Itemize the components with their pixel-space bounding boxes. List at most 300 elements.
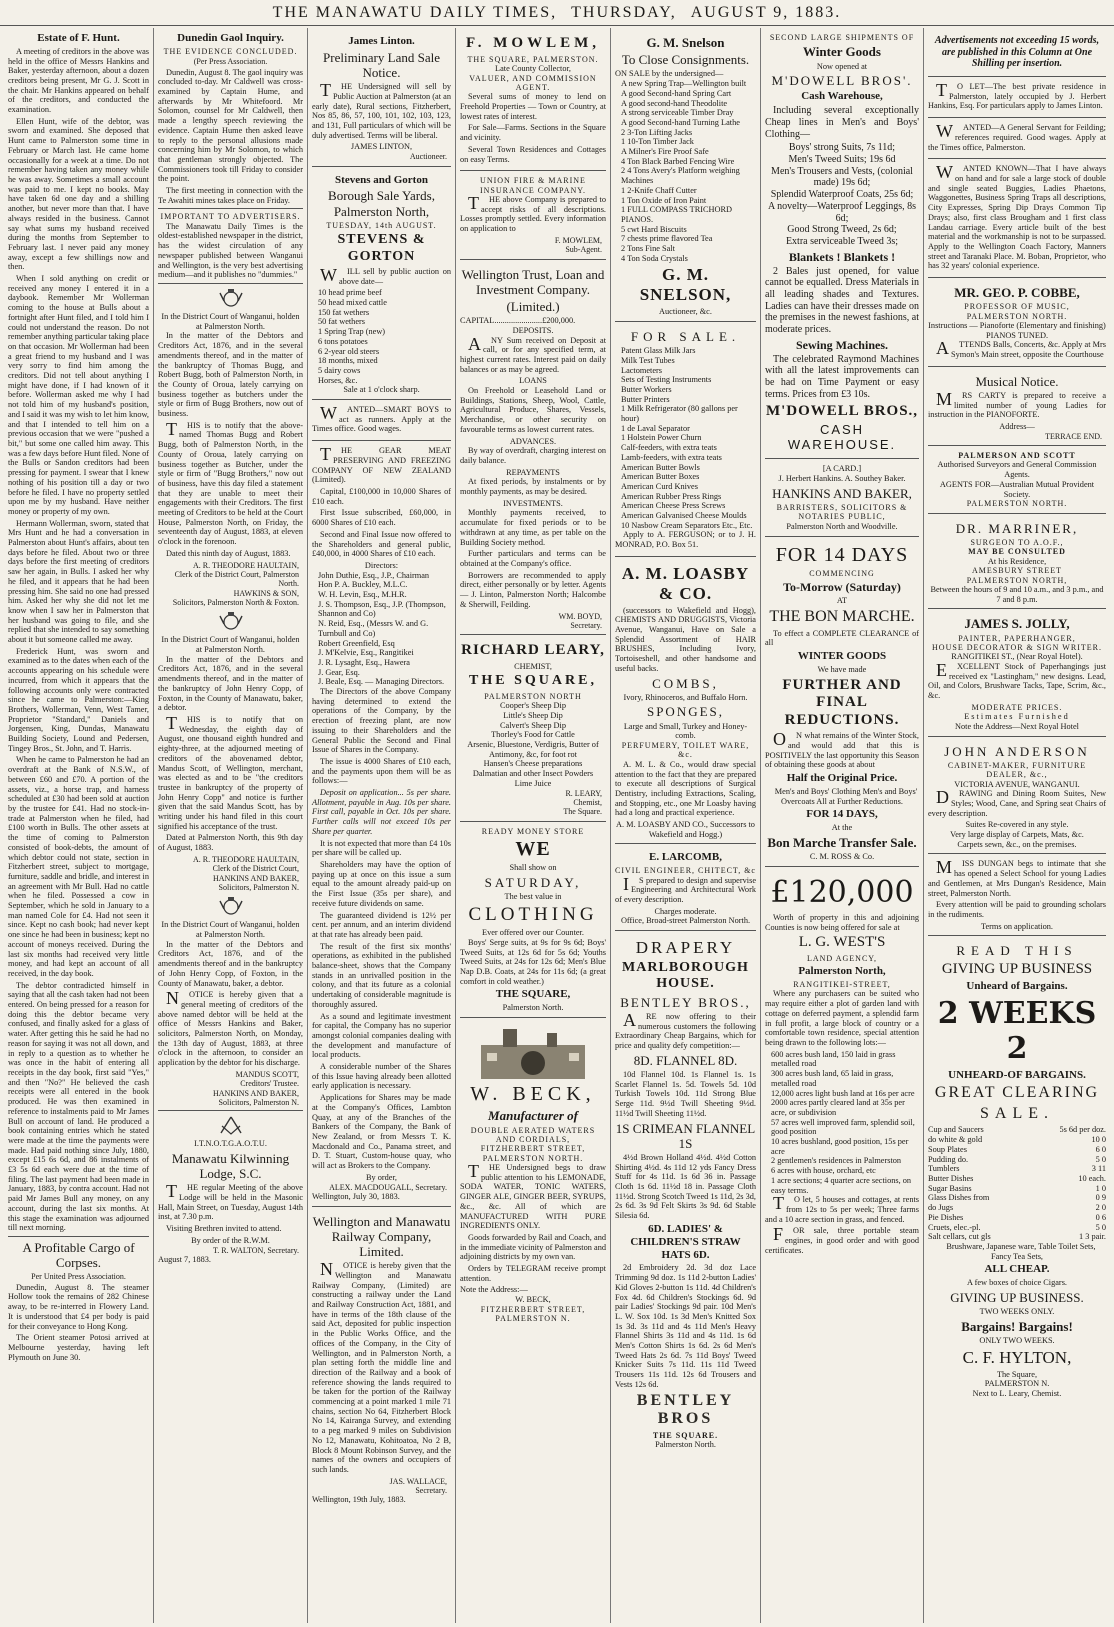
advert-text: Authorised Surveyors and General Commission Agents. bbox=[937, 460, 1097, 480]
advert-text: ARE now offering to their numerous customers the following Extraordinary Cheap Bargains, which for price and quality defy competition:— bbox=[615, 1009, 756, 1051]
list-item: Men's Tweed Suits; 19s 6d bbox=[788, 154, 896, 166]
list-item: Cooper's Sheep Dip bbox=[499, 701, 567, 711]
signature: A. R. THEODORE HAULTAIN, bbox=[192, 560, 299, 570]
advert-text: Instructions — Pianoforte (Elementary and finishing) bbox=[928, 320, 1106, 330]
advert-subtitle: VALUER, AND COMMISSION AGENT. bbox=[469, 73, 597, 92]
list-item: 150 fat wethers bbox=[318, 307, 370, 317]
advert-text: Every attention will be paid to grounding scholars in the rudiments. bbox=[928, 900, 1106, 919]
list-item: Splendid Waterproof Coats, 25s 6d; bbox=[770, 189, 914, 201]
price-item: Tumblers bbox=[928, 1164, 960, 1174]
advert-dungan bbox=[928, 856, 1106, 936]
advert-text: Several sums of money to lend on Freehold Properties — Town or Country, at lowest rates of interest. bbox=[460, 92, 606, 121]
advert-brand: C. F. HYLTON, bbox=[962, 1347, 1072, 1367]
advert-subtitle: PAINTER, PAPERHANGER, bbox=[958, 633, 1076, 643]
clothing-list bbox=[765, 142, 919, 247]
advert-subtitle: MARLBOROUGH HOUSE. bbox=[622, 960, 749, 992]
price-heading: 1S CRIMEAN FLANNEL 1S bbox=[615, 1120, 756, 1151]
list-item: A good second-hand Theodolite bbox=[621, 98, 728, 108]
advert-brand: M'DOWELL BROS., bbox=[765, 402, 919, 419]
signature: HAWKINS & SON, bbox=[233, 588, 299, 598]
list-item: 7 chests prime flavored Tea bbox=[621, 234, 713, 244]
advert-text: WANTED—SMART BOYS to act as runners. Apply at the Times office. Good wages. bbox=[312, 403, 451, 434]
list-item: American Butter Bowls bbox=[621, 462, 700, 472]
list-item: Horses, &c. bbox=[318, 375, 358, 385]
advert-title: Wellington Trust, Loan and Investment Company. bbox=[461, 266, 605, 297]
advert-text: The guaranteed dividend is 12½ per cent. per annum, and an interim dividend at that rate has already been paid. bbox=[312, 910, 451, 939]
advert-subtitle: LAND AGENCY, bbox=[806, 953, 878, 963]
list-item: Butter Printers bbox=[621, 394, 670, 404]
advert-subtitle: MAY BE CONSULTED bbox=[968, 547, 1066, 557]
directors-heading: Directors: bbox=[364, 560, 399, 570]
price-value: 5s 6d per doz. bbox=[1059, 1125, 1106, 1135]
court-heading: In the District Court of Wanganui, holden at Palmerston North. bbox=[161, 635, 300, 655]
list-item: Lime Juice bbox=[514, 778, 552, 788]
list-item: Calf-feeders, with extra teats bbox=[621, 443, 717, 453]
advert-text: The result of the first six months' operations, as exhibited in the published balance-sheet, shows that the Company stands in an unrivalled position in the colony, and that its future as a colonial undertaking of considerable magnitude is thoroughly assured. bbox=[312, 941, 451, 1009]
section-heading: REPAYMENTS bbox=[506, 467, 560, 477]
signature: ALEX. MACDOUGALL, Secretary. bbox=[329, 1182, 447, 1192]
article-title: A Profitable Cargo of Corpses. bbox=[22, 1239, 135, 1271]
advert-address: Office, Broad-street Palmerston North. bbox=[620, 916, 751, 926]
court-paragraph: In the matter of the Debtors and Creditors Act, 1876, and of the amendments thereof and in the bankruptcy of John Henry Copp, of Foxton, in the County of Manawatu, baker, a debtor. bbox=[158, 939, 303, 988]
notice-text: The Manawatu Daily Times is the oldest-established newspaper in the district, has the widest circulation of any newspaper published between Wanganui and Wellington, is the very best advertising medium—and it publishes no "dummies." bbox=[158, 221, 303, 280]
price-heading: 8D. FLANNEL 8D. bbox=[633, 1052, 738, 1068]
list-item: A novelty—Waterproof Leggings, 8s 6d; bbox=[767, 200, 917, 224]
list-item: A new Spring Trap—Wellington built bbox=[621, 79, 747, 89]
advert-address: Palmerston North and Woodville. bbox=[786, 521, 898, 531]
advert-address: TERRACE END. bbox=[1045, 431, 1102, 441]
advert-text: Shall show on bbox=[509, 863, 557, 873]
list-item: 6 tons potatoes bbox=[318, 336, 368, 346]
list-item: N. Reid, Esq., (Messrs W. and G. Turnbull and Co) bbox=[318, 619, 429, 638]
advert-text: Monthly payments received, to accumulate for fixed periods or to be withdrawn at any time, as per table on the Building Society method. bbox=[460, 508, 606, 547]
advert-title: G. M. Snelson bbox=[646, 35, 725, 50]
advert-text: MRS CARTY is prepared to receive a limited number of young Ladies for instruction in the PIANOFORTE. bbox=[928, 388, 1106, 420]
advert-text: Ever offered over our Counter. bbox=[482, 928, 584, 938]
advert-text: DOUBLE AERATED WATERS AND CORDIALS, bbox=[470, 1125, 596, 1144]
advert-brand: STEVENS & GORTON bbox=[337, 232, 426, 264]
advert-address: THE SQUARE, PALMERSTON. bbox=[467, 54, 599, 64]
list-item: 2 3-Ton Lifting Jacks bbox=[621, 127, 693, 137]
list-item: Dalmatian and other Insect Powders bbox=[472, 769, 594, 779]
signature: Sub-Agent. bbox=[565, 245, 602, 255]
advert-date: TUESDAY, 14th AUGUST. bbox=[326, 220, 437, 230]
advert-text: The issue is 4000 Shares of £10 each, and the payments upon them will be as follows:— bbox=[312, 756, 451, 786]
list-item: 2 gentlemen's residences in Palmerston bbox=[771, 1156, 902, 1166]
advert-text: FOR sale, three portable steam engines, in good order and with good certificates. bbox=[765, 1224, 919, 1255]
divider bbox=[8, 1236, 149, 1237]
advert-for-sale bbox=[615, 324, 756, 557]
price-row bbox=[928, 1164, 1106, 1174]
factory-engraving-icon bbox=[473, 1025, 593, 1081]
sale-items-list bbox=[615, 346, 756, 530]
list-item: Robert Greenfield, Esq bbox=[318, 638, 395, 648]
price-item: do Jugs bbox=[928, 1203, 954, 1213]
column-4 bbox=[456, 28, 611, 1623]
signature: Creditors' Trustee. bbox=[240, 1079, 299, 1089]
advert-title: THE GEAR MEAT PRESERVING AND FREEZING COMPANY OF NEW ZEALAND (Limited). bbox=[312, 444, 451, 485]
advert-text: MISS DUNGAN begs to intimate that she has opened a Select School for young Ladies and Gentlemen, at Mrs Dungan's Residence, Main street, Palmerston North. bbox=[928, 857, 1106, 898]
price-value: 10 0 bbox=[1091, 1135, 1106, 1145]
advert-partners: J. Herbert Hankins. A. Southey Baker. bbox=[778, 474, 906, 484]
advert-text: At the bbox=[831, 823, 853, 833]
advert-wanted-boys bbox=[312, 402, 451, 441]
masthead bbox=[0, 0, 1114, 26]
article-title: Dunedin Gaol Inquiry. bbox=[177, 32, 284, 44]
price-value: 10 each. bbox=[1078, 1173, 1106, 1183]
advert-title: HANKINS AND BAKER, bbox=[772, 485, 912, 501]
signature: JAS. WALLACE, bbox=[389, 1476, 447, 1486]
advert-subtitle: PERFUMERY, TOILET WARE, &c. bbox=[621, 741, 750, 760]
list-item: 1 acre sections; 4 quarter acre sections, on easy terms. bbox=[771, 1175, 912, 1195]
advert-union-fire bbox=[460, 173, 606, 259]
advert-amount: £120,000 bbox=[770, 874, 914, 910]
list-item: American Curd Knives bbox=[621, 481, 698, 491]
lodge-title: Manawatu Kilwinning Lodge, S.C. bbox=[171, 1150, 290, 1182]
advert-text: Where any purchasers can be suited who may require either a plot of garden land with cottage on deferred payment, a splendid farm in full profit, a large block of country or a comfortable town residence, special attention being drawn to the following lots:— bbox=[765, 989, 919, 1047]
advert-text: Estimates Furnished bbox=[964, 712, 1070, 722]
signature: HANKINS AND BAKER, bbox=[212, 873, 299, 883]
advert-town: PALMERSTON NORTH, bbox=[966, 575, 1068, 585]
advert-text: THE Undersigned will sell by Public Auction at Palmerston (at an early date), Rural sections, Fitzherbert, Nos 85, 86, 57, 100, 101, 102, 103, 123, and 131, Full particulars of which will be duly advertised. Terms will be liberal. bbox=[312, 80, 451, 140]
price-item: Glass Dishes from bbox=[928, 1193, 990, 1203]
small-ads-notice: Advertisements not exceeding 15 words, are published in this Column at One Shilling per insertion. bbox=[934, 35, 1100, 70]
column-6 bbox=[761, 28, 924, 1623]
list-item: Boys' strong Suits, 7s 11d; bbox=[788, 142, 896, 154]
advert-address: The Square, bbox=[996, 1369, 1038, 1379]
divider bbox=[158, 1110, 303, 1111]
advert-subtitle: Manufacturer of bbox=[488, 1108, 578, 1124]
advert-subtitle: FOR 14 DAYS, bbox=[806, 808, 878, 821]
article-paragraph: A meeting of creditors in the above was held in the office of Messrs Hankins and Baker, yesterday afternoon, about a dozen creditors being present, Mr G. J. Scott in the chair. Mr Hankins appeared on behalf of the creditors, and conducted the examination. bbox=[8, 46, 149, 115]
advert-address: THE SQUARE, bbox=[469, 673, 597, 689]
advert-text: EXCELLENT Stock of Paperhangings just received ex "Lastingham," new designs. Lead, Oil, and Colors, Brushware Tacks, Tape, Scrim, &c., &c. bbox=[928, 660, 1106, 701]
advert-text: Men's and Boys' Clothing Men's and Boys' Overcoats All at Further Reductions. bbox=[774, 786, 918, 806]
price-list: 4½d Brown Holland 4½d. 4½d Cotton Shirting 4½d. 4s 11d 12 yds Fancy Dress Stuff for 4s 11d. 1s 6d 36 in. Passage Cloth 1s 6d. 11½d 18 in. Passage Cloth 11½d. Strong Scotch Tweed 1s 11d, 2s 3d, 2s 6d. 3s 9d Felt Skirts 3s 9d. 6d Stable Silesia 6d. bbox=[615, 1152, 756, 1221]
advert-subtitle: WINTER GOODS bbox=[797, 650, 887, 663]
price-item: Cup and Saucers bbox=[928, 1125, 984, 1135]
advert-date: Wellington, 19th July, 1883. bbox=[312, 1495, 406, 1505]
advert-subtitle: COMBS, bbox=[652, 675, 719, 691]
advert-town: PALMERSTON N. bbox=[984, 1379, 1050, 1389]
list-item: 6 acres with house, orchard, etc bbox=[771, 1166, 876, 1176]
article-paragraph: The first meeting in connection with the Te Awahiti mines takes place on Friday. bbox=[158, 186, 303, 205]
price-value: 5 0 bbox=[1095, 1154, 1106, 1164]
advert-text: COMMENCING bbox=[809, 568, 875, 578]
article-paragraph: Hermann Wollerman, sworn, stated that Mrs Hunt and he had a conversation in Palmerston about Hunt's affairs, about ten days before he filed. About two or three days before the first meeting of creditors saw her again, in Bulls. I asked her why he filed, and it appears that he had been pressing him. She said no one had pressed him. Asked her why she did not let me know when I saw her in Palmerston that her husband was going to file, and she replied that she intended to say something about it but someone called me away. bbox=[8, 518, 149, 645]
list-item: 1 Spring Trap (new) bbox=[318, 327, 386, 337]
advert-brand: BENTLEY BROS bbox=[636, 1391, 735, 1428]
section-heading: INVESTMENTS. bbox=[503, 498, 563, 508]
list-item: J. R. Lysaght, Esq., Hawera bbox=[318, 657, 410, 667]
article-source: (Per Press Association. bbox=[193, 57, 268, 67]
advert-order: By order, bbox=[365, 1172, 397, 1182]
advert-text: Next to L. Leary, Chemist. bbox=[972, 1388, 1062, 1398]
list-item: 1 de Laval Separator bbox=[621, 423, 690, 433]
advert-snelson bbox=[615, 30, 756, 322]
advert-title: Winter Goods bbox=[803, 44, 881, 60]
advert-text: MODERATE PRICES. bbox=[971, 702, 1063, 712]
article-paragraph: Ellen Hunt, wife of the debtor, was sworn and examined. She deposed that Hunt came to Palmerston some time in February or March last. He came home occasionally for a week at a time. Do not remember having taken any money while he was away. Sometimes a small account was paid to me. I kept no books. May have taken 6d one day and a shilling another, but never more than that. I have always resided in the business. Cannot say what sums my husband received during the months from September to February last. I never paid any money away, except a few shillings now and then. bbox=[8, 116, 149, 272]
list-item: 18 months, mixed bbox=[318, 356, 378, 366]
advert-text: DRAWING and Dining Room Suites, New Styles; Wood, Cane, and Spring seat Chairs of every description. bbox=[928, 787, 1106, 818]
signature: HANKINS AND BAKER, bbox=[212, 1088, 299, 1098]
list-item: 600 acres bush land, 150 laid in grass metalled road bbox=[771, 1049, 896, 1069]
advert-headline: GREAT CLEARING bbox=[934, 1084, 1100, 1102]
small-ads-header bbox=[928, 30, 1106, 77]
advert-loasby bbox=[615, 559, 756, 845]
advert-title: PALMERSON AND SCOTT bbox=[958, 451, 1076, 461]
advert-ready-money bbox=[460, 824, 606, 1018]
price-table bbox=[928, 1125, 1106, 1241]
column-2 bbox=[154, 28, 308, 1623]
directors-list bbox=[312, 571, 451, 687]
advert-town: Palmerston North. bbox=[502, 1003, 564, 1013]
list-item: 50 fat wethers bbox=[318, 317, 365, 327]
divider bbox=[158, 283, 303, 284]
court-heading: In the District Court of Wanganui, holden at Palmerston North. bbox=[161, 312, 300, 331]
court-paragraph: In the matter of the Debtors and Creditors Act, 1876, and in the several amendments thereof, and in the matter of the bankruptcy of John Henry Copp, of Foxton, in the County of Manawatu, baker, a debtor. bbox=[158, 654, 303, 713]
advert-clothing: CLOTHING bbox=[468, 903, 598, 925]
advert-beck bbox=[460, 1020, 606, 1328]
advert-text: Apply to A. FERGUSON; or to J. H. MONRAD, P.O. Box 51. bbox=[615, 530, 756, 550]
advert-text: AGENTS FOR—Australian Mutual Provident Society. bbox=[939, 479, 1095, 499]
advert-date: To-Morrow (Saturday) bbox=[783, 580, 901, 595]
advert-text: A. M. L. & Co., would draw special attention to the fact that they are prepared to execute all descriptions of Surgical Dentistry, including Extractions, Scaling, and Stopping, etc., one Mr Loasby having had a long and practical experience. bbox=[615, 759, 756, 818]
advert-town: PALMERSTON NORTH. bbox=[966, 311, 1068, 321]
advert-title: Stevens and Gorton bbox=[335, 173, 428, 186]
advert-brand: L. G. WEST'S bbox=[798, 934, 886, 951]
advert-address: AMESBURY STREET bbox=[971, 566, 1063, 576]
advert-brand: BENTLEY BROS., bbox=[620, 994, 751, 1010]
advert-text: Suites Re-covered in any style. bbox=[965, 820, 1069, 830]
advert-headline: 2 WEEKS 2 bbox=[937, 995, 1097, 1067]
advert-palmerson-scott bbox=[928, 448, 1106, 514]
advert-text: IS prepared to design and supervise Engineering and Architectural Work of every description. bbox=[615, 873, 756, 905]
advert-text: Goods forwarded by Rail and Coach, and in the immediate vicinity of Palmerston and adjoining districts by my own van. bbox=[460, 1232, 606, 1262]
list-item: Calvert's Sheep Dip bbox=[499, 720, 566, 730]
advert-headline: GIVING UP BUSINESS bbox=[941, 960, 1093, 977]
signature: Solicitors, Palmerston N. bbox=[218, 1097, 299, 1107]
list-item: 10 head prime beef bbox=[318, 288, 382, 298]
signature: A. R. THEODORE HAULTAIN, bbox=[192, 854, 299, 864]
list-item: 1 Holstein Power Churn bbox=[621, 433, 702, 443]
advert-text: At his Residence, bbox=[987, 556, 1047, 566]
list-item: Thorley's Food for Cattle bbox=[491, 730, 575, 740]
advert-text: ATTENDS Balls, Concerts, &c. Apply at Mrs Symon's Main street, opposite the Courthouse bbox=[936, 338, 1106, 360]
column-1 bbox=[4, 28, 154, 1623]
advert-subtitle: HOUSE DECORATOR & SIGN WRITER. bbox=[932, 642, 1102, 652]
advert-text: Note the Address:— bbox=[460, 1285, 528, 1295]
list-item: 2 4 Tons Avery's Platform weighing Machines bbox=[621, 166, 740, 186]
price-row bbox=[928, 1232, 1106, 1242]
advert-text: It is not expected that more than £4 10s per share will be called up. bbox=[312, 838, 451, 858]
list-item: J. S. Thompson, Esq., J.P. (Thompson, Shannon and Co) bbox=[318, 599, 446, 619]
advert-subtitle: Unheard of Bargains. bbox=[966, 980, 1068, 993]
advert-text: To effect a COMPLETE CLEARANCE of all bbox=[765, 628, 919, 648]
signature: JAMES LINTON, bbox=[350, 142, 413, 152]
advert-carty bbox=[928, 369, 1106, 446]
advert-town: PALMERSTON NORTH. bbox=[482, 1153, 584, 1163]
advert-text: Further particulars and terms can be obtained at the Company's office. bbox=[460, 549, 606, 568]
list-item: American Cheese Press Screws bbox=[621, 501, 726, 511]
advert-heading: SECOND LARGE SHIPMENTS OF bbox=[769, 33, 915, 42]
lodge-acronym: I.T.N.O.T.G.A.O.T.U. bbox=[194, 1139, 267, 1149]
advert-address: FITZHERBERT STREET, bbox=[480, 1144, 586, 1154]
list-item: Arsenic, Bluestone, Verdigris, Butter of Antimony, &c, for foot rot bbox=[467, 740, 599, 759]
small-ad bbox=[928, 161, 1106, 278]
sale-items-list bbox=[615, 79, 756, 263]
advert-text: Charges moderate. bbox=[654, 906, 717, 916]
list-item: John Duthie, Esq., J.P., Chairman bbox=[318, 570, 430, 580]
price-item: Salt cellars, cut gls bbox=[928, 1232, 991, 1242]
advert-headline: GIVING UP BUSINESS. bbox=[950, 1289, 1084, 1305]
list-item: 1 2-Knife Chaff Cutter bbox=[621, 185, 697, 195]
advert-headline: FURTHER AND FINAL REDUCTIONS. bbox=[782, 676, 902, 728]
column-7 bbox=[924, 28, 1110, 1623]
advert-railway bbox=[312, 1209, 451, 1510]
advert-address: THE SQUARE. bbox=[652, 1431, 719, 1440]
advert-headline: Bargains! Bargains! bbox=[961, 1318, 1073, 1334]
price-value: 1 0 bbox=[1095, 1183, 1106, 1193]
price-row bbox=[928, 1184, 1106, 1194]
list-item: J. M'Kelvie, Esq., Rangitikei bbox=[318, 648, 414, 658]
advert-text: Ivory, Rhinoceros, and Buffalo Horn. bbox=[623, 692, 748, 702]
signature: The Square. bbox=[563, 807, 602, 817]
notice-heading: IMPORTANT TO ADVERTISERS. bbox=[160, 212, 301, 222]
advert-text: ON SALE by the undersigned— bbox=[615, 69, 724, 79]
royal-crest-icon bbox=[216, 287, 246, 309]
list-item: Extra serviceable Tweed 3s; bbox=[785, 235, 899, 247]
price-value: 0 9 bbox=[1095, 1193, 1106, 1203]
court-paragraph: THIS is to notify that the above-named Thomas Bugg and Robert Bugg, both of Palmerston North, in the County of Oroua, lately carrying on business together as Butcher, under the style or firm of "Bugg Brothers," now out of business, have this day filed a statement that they are unable to meet their engagements with their Creditors. The first meeting of Creditors to be held at the Court House, Palmerston North, on Friday, the seventeenth day of August, 1883, at eleven o'clock in the forenoon. bbox=[158, 418, 303, 547]
list-item: Lamb-feeders, with extra teats bbox=[621, 452, 722, 462]
advert-text: A few boxes of choice Cigars. bbox=[967, 1278, 1067, 1288]
advert-title: W. BECK, bbox=[470, 1082, 596, 1105]
advert-town: PALMERSTON NORTH bbox=[484, 691, 582, 701]
advert-text: AT bbox=[836, 596, 848, 606]
advert-text: By way of overdraft, charging interest on daily balance. bbox=[460, 446, 606, 465]
advert-stevens-gorton bbox=[312, 169, 451, 401]
column-5 bbox=[611, 28, 761, 1623]
advert-text: Very large display of Carpets, Mats, &c. bbox=[950, 830, 1084, 840]
advert-text: Brushware, Japanese ware, Table Toilet Sets, Fancy Tea Sets, bbox=[946, 1241, 1096, 1261]
list-item: American Galvanised Cheese Moulds bbox=[621, 511, 747, 521]
advert-text: First Issue subscribed, £60,000, in 6000 Shares of £10 each. bbox=[312, 508, 451, 528]
advert-mdowell bbox=[765, 30, 919, 459]
article-source: Per United Press Association. bbox=[31, 1272, 126, 1282]
list-item: Little's Sheep Dip bbox=[503, 710, 563, 720]
advert-text: Auctioneer, &c. bbox=[659, 307, 712, 317]
price-value: 1 3 pair. bbox=[1079, 1232, 1106, 1242]
advert-address: RANGITIKEI ST., (Near Royal Hotel). bbox=[951, 652, 1083, 662]
list-item: 4 Ton Black Barbed Fencing Wire bbox=[621, 156, 735, 166]
advert-text: Several Town Residences and Cottages on easy Terms. bbox=[460, 144, 606, 164]
advert-text: 2 Bales just opened, for value cannot be equalled. Dress Materials in all leading shades and Textures. Ladies can have their dresses made on the premises in the newest fashions, at moderate prices. bbox=[765, 265, 919, 336]
card-label: [A CARD.] bbox=[822, 464, 862, 474]
list-item: 10 acres bushland, good position, 15s per acre bbox=[771, 1137, 909, 1156]
list-item: 57 acres well improved farm, splendid soil, good position bbox=[771, 1117, 915, 1137]
advert-text: ANY Sum received on Deposit at call, or for any specified term, at highest current rates. Interest paid on daily balances or as may be agreed. bbox=[460, 333, 606, 374]
advert-title: JAMES S. JOLLY, bbox=[964, 616, 1070, 632]
article-paragraph: Frederick Hunt, was sworn and examined as to the dates when each of the accounts appearing on his schedule were incurred, from which it appears that the following accounts only were contracted since he came to Palmerston:—King Brothers, Wollerman, Venn, West Tamer, Proprietor "Standard," Daniels and Jorgensen, King, Dundas, Manawatu Building Society, Lound and Pedersen, Tingey Bros., St. John, and T. Harris. bbox=[8, 646, 149, 753]
section-heading: DEPOSITS. bbox=[512, 325, 554, 335]
article-paragraph: Dunedin, August 8. The steamer Hollow took the remains of 282 Chinese away, to be re-interred in Flowery Land. It is understood that £4 per body is paid for their conveyance to Hong Kong. bbox=[8, 1282, 149, 1331]
signature: R. LEARY, bbox=[565, 788, 602, 798]
article-subtitle: THE EVIDENCE CONCLUDED. bbox=[163, 46, 298, 56]
list-item: J. Gear, Esq. bbox=[318, 667, 360, 677]
list-item: Milk Test Tubes bbox=[621, 355, 675, 365]
advert-text: THE above Company is prepared to accept risks of all descriptions. Losses promptly settled. Every information on application to bbox=[460, 192, 606, 234]
advert-text: ON what remains of the Winter Stock, and would add that this is POSITIVELY the last opportunity this Season of obtaining these goods at about bbox=[765, 729, 919, 770]
advert-hankins-baker bbox=[765, 461, 919, 536]
list-item: 6 2-year old steers bbox=[318, 346, 380, 356]
article-paragraph: Dunedin, August 8. The gaol inquiry was concluded to-day. Mr Caldwell was cross-examined by Captain Hume, and afterwards by Mr Whitefoord. Mr Solomon, counsel for Mr Caldwell, then made a lengthy speech reviewing the evidence. Captain Hume then asked leave to reply to the personal allusions made concerning him by Mr Solomon, to which that gentleman strongly objected. The Commissioners took till Friday to consider the point. bbox=[158, 67, 303, 184]
advert-text: For Sale—Farms. Sections in the Square and vicinity. bbox=[460, 123, 606, 143]
article-paragraph: When I sold anything on credit or received any money I entered it in a daybook. Remember Mr Wollerman coming to the house at Bulls about a fortnight after Hunt filed, and I told him I could not understand the reason. Do not remember anything particular taking place on that occasion. Mr Wollerman had been a great friend to my husband and I was very sorry to find him among the creditors. Did not tell about anything I might have done, if I had known of it before. Wollerman asked me why I had not told him of my husband's position, and I said it was my wish to let him know, and that I intended to tell him on a previous occasion that we were "pushed a bit," but some one called him away. This was a few days before Hunt filed. None of the Bulls or Sandon creditors had been pressing for payment. I swear that I knew nothing of his position till a day or two before he filed. I have no property settled upon me by my husband. Have neither money or property of my own. bbox=[8, 274, 149, 516]
list-item: 1 Ton Oxide of Iron Paint bbox=[621, 195, 707, 205]
section-heading: LOANS bbox=[519, 376, 547, 386]
advert-title: A. M. LOASBY & CO. bbox=[621, 563, 750, 603]
advert-brand: THE BON MARCHE. bbox=[769, 607, 915, 625]
price-value: 6 0 bbox=[1095, 1144, 1106, 1154]
list-item: 1 FULL COMPASS TRICHORD PIANOS. bbox=[621, 205, 733, 224]
advert-text: On Freehold or Leasehold Land or Buildings, Stations, Sheep, Wool, Cattle, Agricultural Produce, Shares, Vessels, Merchandise, or other security on favourable terms as lowest current rates. bbox=[460, 386, 606, 434]
advert-address: THE SQUARE, bbox=[495, 988, 571, 1001]
advert-text: The best value in bbox=[504, 892, 562, 902]
advert-mowlem bbox=[460, 30, 606, 171]
royal-crest-icon bbox=[216, 895, 246, 917]
advert-trust-loan bbox=[460, 262, 606, 636]
advert-subtitle: CASH WAREHOUSE. bbox=[787, 422, 897, 453]
small-ads-list bbox=[928, 79, 1106, 278]
advert-larcomb bbox=[615, 846, 756, 931]
price-item: Pudding do. bbox=[928, 1154, 969, 1164]
lodge-order: By order of the R.W.M. bbox=[191, 1235, 270, 1245]
advert-brand: M'DOWELL BROS'. bbox=[771, 73, 913, 89]
advert-text: At fixed periods, by instalments or by monthly payments, as may be desired. bbox=[460, 477, 606, 497]
advert-gear-company bbox=[312, 443, 451, 1206]
article-paragraph: The debtor contradicted himself in saying that all the cash taken had not been entered. On being pressed for a reason for doing this the debtor became very confused, and finally asked for a glass of water. After getting this he said he had no reason for saying it was not all down, and in reply to a question as to whether he was once in the habit of entering all receipts in the day book, first said "Yes," and then "No?" He believed the cash receipts were all entered in the book produced. He was then examined in reference to instalments paid to Mr James Bull on account of land. He produced a book containing entries which he stated were made at the time the payments were made. Had paid nothing since July, 1880, except £15 6s 6d, and 86 instalments of £3 5s 6d each were due at the time of filing. The last payment had been made in January, 1883, by contra account. Had not paid Mr James Bull any money, on any account, during the last six months. At this stage the examination was adjourned till next morning. bbox=[8, 980, 149, 1233]
price-value: 3 11 bbox=[1091, 1164, 1106, 1174]
small-ad bbox=[928, 79, 1106, 118]
price-list: 2d Embroidery 2d. 3d doz Lace Trimming 9d doz. 1s 11d 2-button Ladies' Kid Gloves 2-button 1s 11d. 4d Children's Fox 4d. 6d Children's Stockings 6d. 9d pair Ladies' Stockings 9d pair. 10d Men's L. W. Sox 10d. 1s 3d Men's Knitted Sox 1s 3d. 3s 11d and 4s 11d Men's Heavy Flannel Shirts 3s 11d and 4s 11d. 1s 6d Men's Cotton Shirts 1s 6d. 2s 6d Men's Tweed Hats 2s 6d. 7s 11d Boys' Tweed Knicker Suits 7s 11d. 11s 11d Tweed Trousers 11s 11d. 12s 6d Trousers and Vests 12s 6d. bbox=[615, 1263, 756, 1389]
signature: Secretary. bbox=[415, 1486, 447, 1495]
column-3 bbox=[308, 28, 456, 1623]
sale-items-list bbox=[312, 288, 451, 385]
signature: MANDUS SCOTT, bbox=[235, 1069, 299, 1079]
advert-title: F. MOWLEM, bbox=[465, 35, 601, 51]
list-item: 1 Milk Refrigerator (80 gallons per hour) bbox=[621, 404, 738, 424]
advert-subtitle: UNHEARD-OF BARGAINS. bbox=[948, 1069, 1086, 1082]
price-row bbox=[928, 1213, 1106, 1223]
advert-title: E. LARCOMB, bbox=[648, 851, 723, 864]
advert-title: DR. MARRINER, bbox=[955, 520, 1079, 536]
advert-title: Sewing Machines. bbox=[795, 337, 888, 352]
advert-title: Blankets ! Blankets ! bbox=[788, 249, 896, 264]
signature: F. MOWLEM, bbox=[554, 235, 602, 245]
advert-bentley bbox=[615, 933, 756, 1454]
price-row bbox=[928, 1174, 1106, 1184]
royal-crest-icon bbox=[216, 610, 246, 632]
advert-subtitle: (Limited.) bbox=[506, 298, 560, 314]
court-date: Dated this ninth day of August, 1883. bbox=[166, 548, 291, 558]
property-list bbox=[765, 1050, 919, 1196]
advert-address: RANGITIKEI-STREET, bbox=[793, 980, 891, 990]
price-item: Soup Plates bbox=[928, 1144, 967, 1154]
advert-text: Address— bbox=[999, 422, 1035, 432]
advert-linton bbox=[312, 30, 451, 167]
